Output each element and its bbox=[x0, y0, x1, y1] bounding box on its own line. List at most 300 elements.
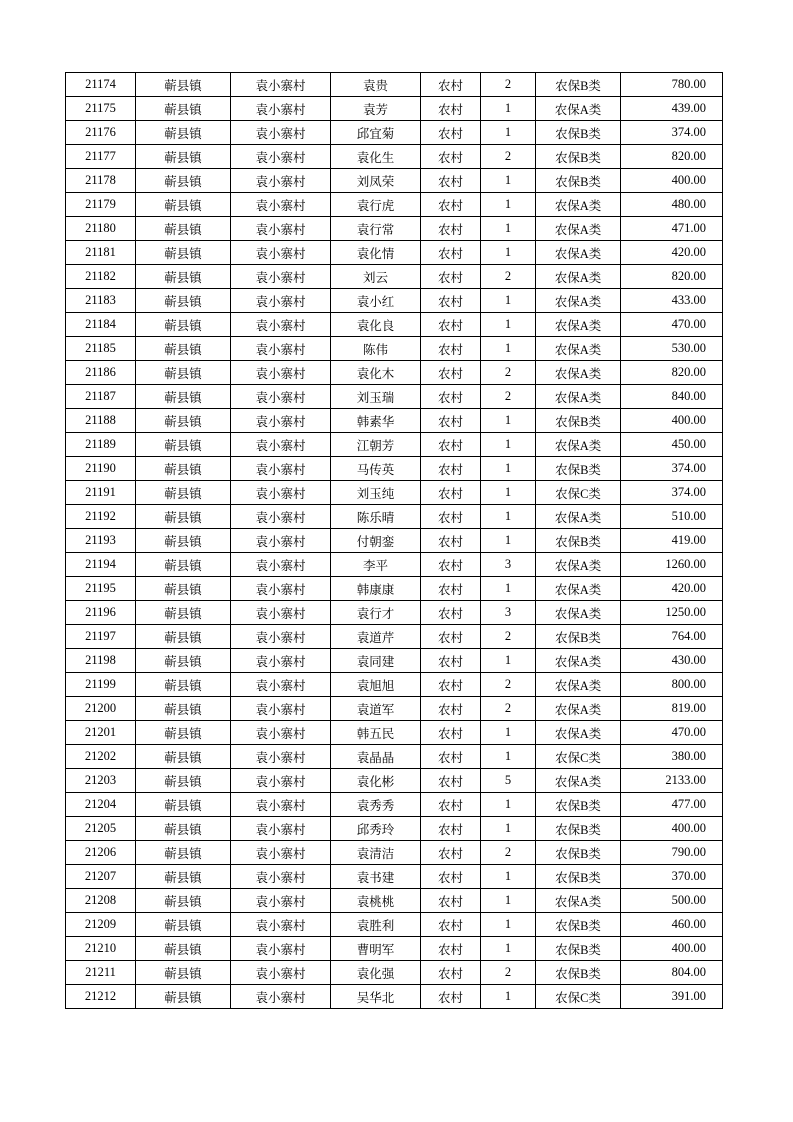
cell-town: 蕲县镇 bbox=[136, 145, 231, 169]
cell-village: 袁小寨村 bbox=[231, 745, 331, 769]
cell-name: 曹明军 bbox=[331, 937, 421, 961]
cell-residence_type: 农村 bbox=[421, 937, 481, 961]
table-row bbox=[66, 73, 723, 97]
cell-person_count: 1 bbox=[481, 889, 536, 913]
cell-id: 21200 bbox=[66, 697, 136, 721]
cell-person_count: 1 bbox=[481, 577, 536, 601]
cell-id: 21186 bbox=[66, 361, 136, 385]
cell-insurance_category: 农保A类 bbox=[536, 697, 621, 721]
cell-insurance_category: 农保A类 bbox=[536, 289, 621, 313]
cell-village: 袁小寨村 bbox=[231, 289, 331, 313]
cell-insurance_category: 农保A类 bbox=[536, 193, 621, 217]
cell-person_count: 1 bbox=[481, 529, 536, 553]
cell-id: 21198 bbox=[66, 649, 136, 673]
cell-name: 付朝銮 bbox=[331, 529, 421, 553]
cell-town: 蕲县镇 bbox=[136, 121, 231, 145]
cell-residence_type: 农村 bbox=[421, 145, 481, 169]
cell-amount: 764.00 bbox=[621, 625, 723, 649]
cell-residence_type: 农村 bbox=[421, 265, 481, 289]
cell-amount: 391.00 bbox=[621, 985, 723, 1009]
cell-town: 蕲县镇 bbox=[136, 793, 231, 817]
cell-amount: 820.00 bbox=[621, 145, 723, 169]
cell-village: 袁小寨村 bbox=[231, 361, 331, 385]
table-row bbox=[66, 217, 723, 241]
table-row bbox=[66, 241, 723, 265]
cell-amount: 374.00 bbox=[621, 481, 723, 505]
cell-id: 21192 bbox=[66, 505, 136, 529]
cell-name: 袁清洁 bbox=[331, 841, 421, 865]
cell-insurance_category: 农保A类 bbox=[536, 601, 621, 625]
cell-id: 21210 bbox=[66, 937, 136, 961]
cell-residence_type: 农村 bbox=[421, 721, 481, 745]
cell-town: 蕲县镇 bbox=[136, 865, 231, 889]
cell-town: 蕲县镇 bbox=[136, 433, 231, 457]
cell-amount: 380.00 bbox=[621, 745, 723, 769]
cell-person_count: 1 bbox=[481, 241, 536, 265]
cell-residence_type: 农村 bbox=[421, 625, 481, 649]
cell-name: 袁桃桃 bbox=[331, 889, 421, 913]
cell-amount: 500.00 bbox=[621, 889, 723, 913]
cell-name: 陈乐晴 bbox=[331, 505, 421, 529]
cell-insurance_category: 农保B类 bbox=[536, 169, 621, 193]
cell-town: 蕲县镇 bbox=[136, 529, 231, 553]
cell-village: 袁小寨村 bbox=[231, 145, 331, 169]
cell-name: 江朝芳 bbox=[331, 433, 421, 457]
cell-town: 蕲县镇 bbox=[136, 697, 231, 721]
cell-residence_type: 农村 bbox=[421, 913, 481, 937]
cell-town: 蕲县镇 bbox=[136, 481, 231, 505]
beneficiary-table bbox=[65, 72, 723, 1009]
cell-id: 21205 bbox=[66, 817, 136, 841]
cell-town: 蕲县镇 bbox=[136, 409, 231, 433]
cell-residence_type: 农村 bbox=[421, 193, 481, 217]
cell-residence_type: 农村 bbox=[421, 433, 481, 457]
cell-id: 21174 bbox=[66, 73, 136, 97]
cell-name: 袁道军 bbox=[331, 697, 421, 721]
cell-id: 21189 bbox=[66, 433, 136, 457]
cell-person_count: 2 bbox=[481, 145, 536, 169]
table-row bbox=[66, 553, 723, 577]
cell-town: 蕲县镇 bbox=[136, 889, 231, 913]
beneficiary-table-body bbox=[66, 73, 723, 1009]
cell-insurance_category: 农保A类 bbox=[536, 769, 621, 793]
cell-name: 刘云 bbox=[331, 265, 421, 289]
table-row bbox=[66, 577, 723, 601]
cell-village: 袁小寨村 bbox=[231, 601, 331, 625]
table-row bbox=[66, 337, 723, 361]
cell-name: 袁化情 bbox=[331, 241, 421, 265]
table-row bbox=[66, 793, 723, 817]
cell-residence_type: 农村 bbox=[421, 529, 481, 553]
cell-residence_type: 农村 bbox=[421, 673, 481, 697]
cell-insurance_category: 农保A类 bbox=[536, 265, 621, 289]
cell-name: 马传英 bbox=[331, 457, 421, 481]
cell-amount: 400.00 bbox=[621, 937, 723, 961]
cell-residence_type: 农村 bbox=[421, 841, 481, 865]
cell-person_count: 1 bbox=[481, 793, 536, 817]
cell-village: 袁小寨村 bbox=[231, 529, 331, 553]
cell-amount: 470.00 bbox=[621, 313, 723, 337]
table-row bbox=[66, 649, 723, 673]
cell-amount: 530.00 bbox=[621, 337, 723, 361]
cell-name: 韩五民 bbox=[331, 721, 421, 745]
cell-village: 袁小寨村 bbox=[231, 937, 331, 961]
cell-town: 蕲县镇 bbox=[136, 625, 231, 649]
cell-id: 21207 bbox=[66, 865, 136, 889]
cell-village: 袁小寨村 bbox=[231, 841, 331, 865]
cell-id: 21209 bbox=[66, 913, 136, 937]
cell-insurance_category: 农保B类 bbox=[536, 865, 621, 889]
cell-person_count: 1 bbox=[481, 193, 536, 217]
cell-person_count: 2 bbox=[481, 265, 536, 289]
cell-person_count: 1 bbox=[481, 97, 536, 121]
cell-id: 21190 bbox=[66, 457, 136, 481]
cell-insurance_category: 农保A类 bbox=[536, 433, 621, 457]
cell-amount: 374.00 bbox=[621, 457, 723, 481]
cell-name: 袁书建 bbox=[331, 865, 421, 889]
cell-insurance_category: 农保B类 bbox=[536, 529, 621, 553]
cell-name: 袁胜利 bbox=[331, 913, 421, 937]
cell-town: 蕲县镇 bbox=[136, 961, 231, 985]
cell-amount: 800.00 bbox=[621, 673, 723, 697]
table-row bbox=[66, 985, 723, 1009]
cell-person_count: 2 bbox=[481, 697, 536, 721]
cell-id: 21195 bbox=[66, 577, 136, 601]
cell-insurance_category: 农保A类 bbox=[536, 505, 621, 529]
cell-village: 袁小寨村 bbox=[231, 961, 331, 985]
cell-name: 袁化良 bbox=[331, 313, 421, 337]
cell-village: 袁小寨村 bbox=[231, 121, 331, 145]
cell-amount: 477.00 bbox=[621, 793, 723, 817]
cell-name: 袁小红 bbox=[331, 289, 421, 313]
cell-town: 蕲县镇 bbox=[136, 457, 231, 481]
cell-village: 袁小寨村 bbox=[231, 817, 331, 841]
cell-amount: 419.00 bbox=[621, 529, 723, 553]
cell-amount: 460.00 bbox=[621, 913, 723, 937]
cell-village: 袁小寨村 bbox=[231, 409, 331, 433]
cell-id: 21208 bbox=[66, 889, 136, 913]
cell-residence_type: 农村 bbox=[421, 409, 481, 433]
cell-insurance_category: 农保C类 bbox=[536, 985, 621, 1009]
table-row bbox=[66, 817, 723, 841]
cell-person_count: 3 bbox=[481, 553, 536, 577]
cell-name: 韩康康 bbox=[331, 577, 421, 601]
cell-id: 21175 bbox=[66, 97, 136, 121]
table-row bbox=[66, 865, 723, 889]
cell-name: 邱秀玲 bbox=[331, 817, 421, 841]
cell-town: 蕲县镇 bbox=[136, 745, 231, 769]
cell-village: 袁小寨村 bbox=[231, 433, 331, 457]
cell-town: 蕲县镇 bbox=[136, 937, 231, 961]
cell-id: 21212 bbox=[66, 985, 136, 1009]
cell-amount: 2133.00 bbox=[621, 769, 723, 793]
cell-person_count: 1 bbox=[481, 217, 536, 241]
cell-village: 袁小寨村 bbox=[231, 913, 331, 937]
cell-name: 袁行才 bbox=[331, 601, 421, 625]
cell-id: 21199 bbox=[66, 673, 136, 697]
cell-village: 袁小寨村 bbox=[231, 241, 331, 265]
cell-village: 袁小寨村 bbox=[231, 505, 331, 529]
cell-town: 蕲县镇 bbox=[136, 505, 231, 529]
cell-village: 袁小寨村 bbox=[231, 625, 331, 649]
cell-id: 21179 bbox=[66, 193, 136, 217]
cell-town: 蕲县镇 bbox=[136, 769, 231, 793]
cell-village: 袁小寨村 bbox=[231, 721, 331, 745]
cell-residence_type: 农村 bbox=[421, 985, 481, 1009]
cell-village: 袁小寨村 bbox=[231, 265, 331, 289]
cell-village: 袁小寨村 bbox=[231, 865, 331, 889]
cell-town: 蕲县镇 bbox=[136, 577, 231, 601]
cell-amount: 370.00 bbox=[621, 865, 723, 889]
cell-person_count: 2 bbox=[481, 961, 536, 985]
cell-amount: 819.00 bbox=[621, 697, 723, 721]
cell-village: 袁小寨村 bbox=[231, 385, 331, 409]
cell-name: 袁晶晶 bbox=[331, 745, 421, 769]
cell-id: 21182 bbox=[66, 265, 136, 289]
cell-amount: 400.00 bbox=[621, 817, 723, 841]
cell-village: 袁小寨村 bbox=[231, 481, 331, 505]
cell-village: 袁小寨村 bbox=[231, 457, 331, 481]
cell-person_count: 1 bbox=[481, 745, 536, 769]
cell-village: 袁小寨村 bbox=[231, 97, 331, 121]
cell-person_count: 1 bbox=[481, 817, 536, 841]
table-row bbox=[66, 889, 723, 913]
cell-town: 蕲县镇 bbox=[136, 217, 231, 241]
table-row bbox=[66, 433, 723, 457]
cell-person_count: 1 bbox=[481, 457, 536, 481]
cell-id: 21178 bbox=[66, 169, 136, 193]
cell-residence_type: 农村 bbox=[421, 313, 481, 337]
cell-id: 21183 bbox=[66, 289, 136, 313]
cell-person_count: 1 bbox=[481, 121, 536, 145]
cell-insurance_category: 农保A类 bbox=[536, 889, 621, 913]
table-row bbox=[66, 193, 723, 217]
cell-person_count: 1 bbox=[481, 937, 536, 961]
cell-village: 袁小寨村 bbox=[231, 985, 331, 1009]
cell-insurance_category: 农保B类 bbox=[536, 457, 621, 481]
cell-person_count: 2 bbox=[481, 361, 536, 385]
cell-village: 袁小寨村 bbox=[231, 697, 331, 721]
cell-village: 袁小寨村 bbox=[231, 649, 331, 673]
cell-person_count: 1 bbox=[481, 289, 536, 313]
table-row bbox=[66, 913, 723, 937]
table-row bbox=[66, 697, 723, 721]
cell-residence_type: 农村 bbox=[421, 769, 481, 793]
table-row bbox=[66, 385, 723, 409]
cell-name: 袁芳 bbox=[331, 97, 421, 121]
table-row bbox=[66, 457, 723, 481]
cell-residence_type: 农村 bbox=[421, 553, 481, 577]
cell-village: 袁小寨村 bbox=[231, 793, 331, 817]
cell-person_count: 1 bbox=[481, 505, 536, 529]
cell-id: 21202 bbox=[66, 745, 136, 769]
cell-village: 袁小寨村 bbox=[231, 73, 331, 97]
cell-amount: 1260.00 bbox=[621, 553, 723, 577]
cell-village: 袁小寨村 bbox=[231, 217, 331, 241]
cell-town: 蕲县镇 bbox=[136, 673, 231, 697]
cell-name: 袁秀秀 bbox=[331, 793, 421, 817]
table-row bbox=[66, 145, 723, 169]
table-row bbox=[66, 625, 723, 649]
cell-insurance_category: 农保B类 bbox=[536, 145, 621, 169]
table-row bbox=[66, 121, 723, 145]
cell-residence_type: 农村 bbox=[421, 457, 481, 481]
cell-person_count: 1 bbox=[481, 169, 536, 193]
cell-person_count: 1 bbox=[481, 433, 536, 457]
cell-residence_type: 农村 bbox=[421, 649, 481, 673]
cell-town: 蕲县镇 bbox=[136, 841, 231, 865]
cell-insurance_category: 农保B类 bbox=[536, 625, 621, 649]
cell-town: 蕲县镇 bbox=[136, 361, 231, 385]
cell-town: 蕲县镇 bbox=[136, 313, 231, 337]
cell-name: 袁道芹 bbox=[331, 625, 421, 649]
cell-name: 刘玉瑞 bbox=[331, 385, 421, 409]
cell-amount: 780.00 bbox=[621, 73, 723, 97]
table-row bbox=[66, 169, 723, 193]
table-row bbox=[66, 289, 723, 313]
cell-person_count: 2 bbox=[481, 73, 536, 97]
cell-amount: 400.00 bbox=[621, 169, 723, 193]
cell-insurance_category: 农保B类 bbox=[536, 73, 621, 97]
cell-residence_type: 农村 bbox=[421, 697, 481, 721]
cell-id: 21203 bbox=[66, 769, 136, 793]
table-row bbox=[66, 505, 723, 529]
cell-amount: 420.00 bbox=[621, 241, 723, 265]
cell-name: 袁贵 bbox=[331, 73, 421, 97]
cell-village: 袁小寨村 bbox=[231, 313, 331, 337]
cell-town: 蕲县镇 bbox=[136, 649, 231, 673]
cell-person_count: 1 bbox=[481, 649, 536, 673]
cell-person_count: 2 bbox=[481, 625, 536, 649]
cell-amount: 820.00 bbox=[621, 265, 723, 289]
cell-town: 蕲县镇 bbox=[136, 265, 231, 289]
cell-id: 21187 bbox=[66, 385, 136, 409]
cell-insurance_category: 农保A类 bbox=[536, 721, 621, 745]
cell-person_count: 5 bbox=[481, 769, 536, 793]
cell-town: 蕲县镇 bbox=[136, 721, 231, 745]
table-row bbox=[66, 721, 723, 745]
table-row bbox=[66, 841, 723, 865]
cell-id: 21181 bbox=[66, 241, 136, 265]
cell-id: 21185 bbox=[66, 337, 136, 361]
cell-id: 21180 bbox=[66, 217, 136, 241]
cell-amount: 790.00 bbox=[621, 841, 723, 865]
table-row bbox=[66, 409, 723, 433]
cell-residence_type: 农村 bbox=[421, 505, 481, 529]
cell-amount: 804.00 bbox=[621, 961, 723, 985]
cell-amount: 471.00 bbox=[621, 217, 723, 241]
cell-name: 吴华北 bbox=[331, 985, 421, 1009]
cell-amount: 430.00 bbox=[621, 649, 723, 673]
cell-residence_type: 农村 bbox=[421, 73, 481, 97]
table-row bbox=[66, 745, 723, 769]
cell-name: 袁化强 bbox=[331, 961, 421, 985]
cell-amount: 439.00 bbox=[621, 97, 723, 121]
cell-insurance_category: 农保B类 bbox=[536, 841, 621, 865]
cell-residence_type: 农村 bbox=[421, 793, 481, 817]
cell-amount: 433.00 bbox=[621, 289, 723, 313]
cell-name: 刘凤荣 bbox=[331, 169, 421, 193]
cell-name: 陈伟 bbox=[331, 337, 421, 361]
table-row bbox=[66, 313, 723, 337]
cell-id: 21184 bbox=[66, 313, 136, 337]
cell-id: 21193 bbox=[66, 529, 136, 553]
cell-insurance_category: 农保A类 bbox=[536, 385, 621, 409]
cell-town: 蕲县镇 bbox=[136, 553, 231, 577]
cell-village: 袁小寨村 bbox=[231, 673, 331, 697]
cell-amount: 420.00 bbox=[621, 577, 723, 601]
table-row bbox=[66, 601, 723, 625]
cell-residence_type: 农村 bbox=[421, 577, 481, 601]
table-row bbox=[66, 361, 723, 385]
cell-amount: 820.00 bbox=[621, 361, 723, 385]
cell-id: 21196 bbox=[66, 601, 136, 625]
cell-residence_type: 农村 bbox=[421, 865, 481, 889]
cell-insurance_category: 农保A类 bbox=[536, 673, 621, 697]
cell-residence_type: 农村 bbox=[421, 481, 481, 505]
cell-person_count: 1 bbox=[481, 913, 536, 937]
cell-person_count: 3 bbox=[481, 601, 536, 625]
cell-person_count: 1 bbox=[481, 409, 536, 433]
cell-insurance_category: 农保B类 bbox=[536, 409, 621, 433]
cell-town: 蕲县镇 bbox=[136, 193, 231, 217]
cell-town: 蕲县镇 bbox=[136, 913, 231, 937]
cell-id: 21194 bbox=[66, 553, 136, 577]
cell-name: 袁行虎 bbox=[331, 193, 421, 217]
cell-residence_type: 农村 bbox=[421, 385, 481, 409]
cell-residence_type: 农村 bbox=[421, 601, 481, 625]
cell-name: 邱宜菊 bbox=[331, 121, 421, 145]
cell-person_count: 1 bbox=[481, 985, 536, 1009]
table-row bbox=[66, 97, 723, 121]
table-row bbox=[66, 961, 723, 985]
cell-id: 21197 bbox=[66, 625, 136, 649]
cell-id: 21188 bbox=[66, 409, 136, 433]
cell-amount: 400.00 bbox=[621, 409, 723, 433]
cell-town: 蕲县镇 bbox=[136, 337, 231, 361]
cell-name: 刘玉纯 bbox=[331, 481, 421, 505]
cell-amount: 374.00 bbox=[621, 121, 723, 145]
cell-village: 袁小寨村 bbox=[231, 889, 331, 913]
cell-village: 袁小寨村 bbox=[231, 193, 331, 217]
cell-insurance_category: 农保A类 bbox=[536, 553, 621, 577]
cell-residence_type: 农村 bbox=[421, 217, 481, 241]
cell-id: 21204 bbox=[66, 793, 136, 817]
cell-amount: 510.00 bbox=[621, 505, 723, 529]
cell-village: 袁小寨村 bbox=[231, 553, 331, 577]
cell-town: 蕲县镇 bbox=[136, 601, 231, 625]
cell-town: 蕲县镇 bbox=[136, 289, 231, 313]
cell-amount: 840.00 bbox=[621, 385, 723, 409]
cell-insurance_category: 农保A类 bbox=[536, 577, 621, 601]
table-row bbox=[66, 937, 723, 961]
cell-insurance_category: 农保A类 bbox=[536, 241, 621, 265]
cell-insurance_category: 农保B类 bbox=[536, 937, 621, 961]
table-row bbox=[66, 265, 723, 289]
table-row bbox=[66, 481, 723, 505]
cell-town: 蕲县镇 bbox=[136, 817, 231, 841]
cell-person_count: 1 bbox=[481, 337, 536, 361]
cell-insurance_category: 农保A类 bbox=[536, 361, 621, 385]
cell-name: 韩素华 bbox=[331, 409, 421, 433]
cell-insurance_category: 农保A类 bbox=[536, 337, 621, 361]
cell-village: 袁小寨村 bbox=[231, 577, 331, 601]
cell-person_count: 2 bbox=[481, 841, 536, 865]
table-row bbox=[66, 673, 723, 697]
cell-name: 袁行常 bbox=[331, 217, 421, 241]
cell-id: 21201 bbox=[66, 721, 136, 745]
cell-name: 李平 bbox=[331, 553, 421, 577]
